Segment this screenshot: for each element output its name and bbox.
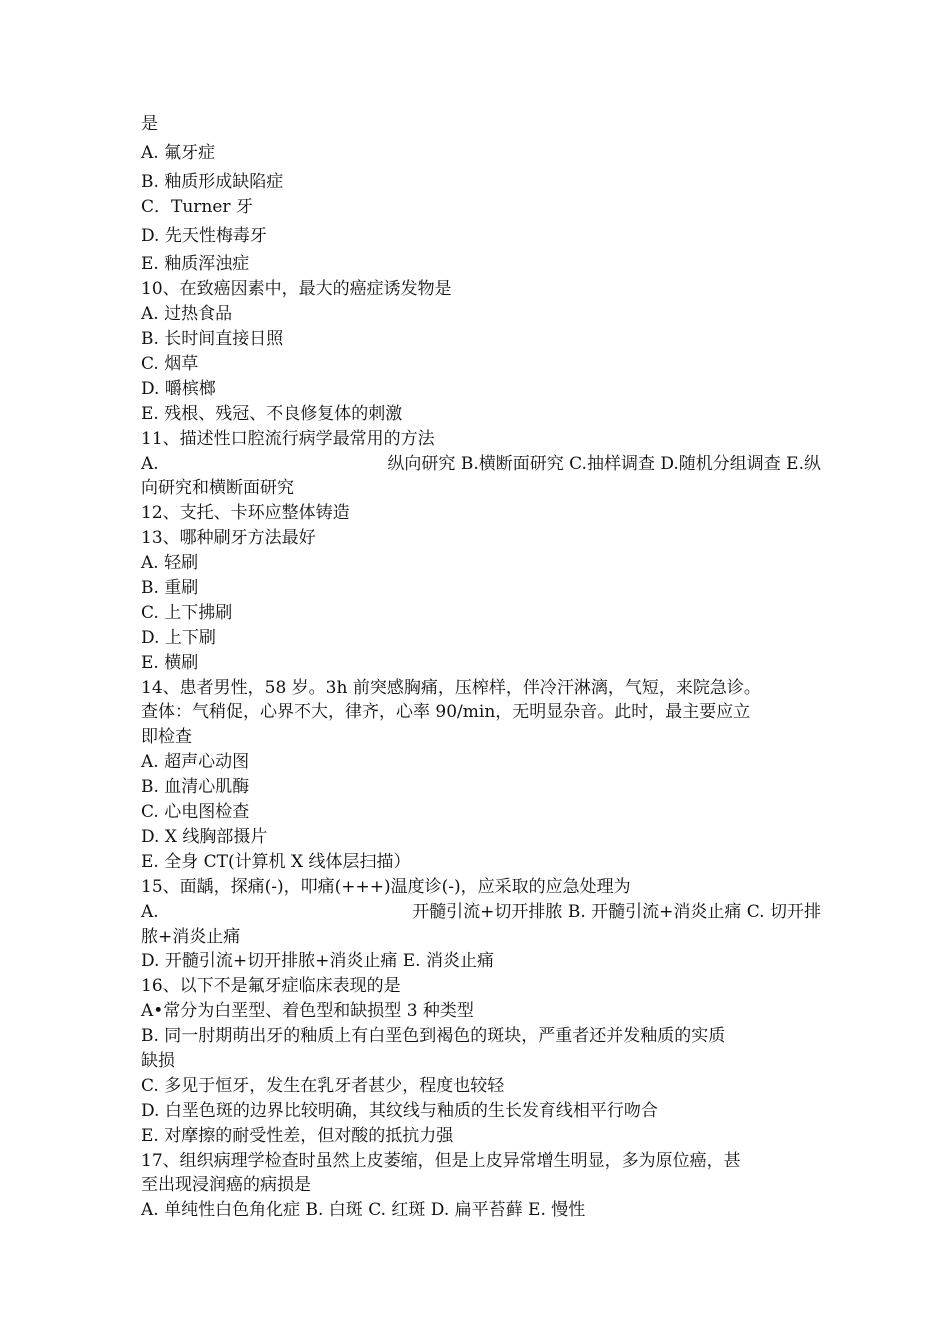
text-line: D. 嚼槟榔 [141,378,216,399]
text-line: B. 血清心肌酶 [141,777,250,798]
option-text: 纵向研究 B.横断面研究 C.抽样调查 D.随机分组调查 E.纵 [387,453,821,474]
text-line: C. 心电图检查 [141,802,250,823]
question-14: 14、患者男性，58 岁。3h 前突感胸痛，压榨样，伴冷汗淋漓，气短，来院急诊。 [141,677,761,698]
text-line: C．Turner 牙 [141,196,253,217]
text-line: C. 多见于恒牙，发生在乳牙者甚少，程度也较轻 [141,1075,505,1096]
text-line: E. 全身 CT(计算机 X 线体层扫描） [141,851,411,872]
text-line: D. 上下刷 [141,627,216,648]
question-12: 12、支托、卡环应整体铸造 [141,503,350,524]
option-lead: A. [141,453,159,474]
text-line: 向研究和横断面研究 [141,478,294,499]
text-line: E. 釉质浑浊症 [141,254,250,275]
text-line: 是 [141,114,158,134]
option-lead: A. [141,901,159,922]
document-body [141,112,821,1223]
question-15-options [141,900,821,925]
question-10: 10、在致癌因素中，最大的癌症诱发物是 [141,279,452,300]
text-line: 脓+消炎止痛 [141,926,241,947]
question-11-options [141,452,821,477]
question-13: 13、哪种刷牙方法最好 [141,528,316,549]
text-line: C. 上下拂刷 [141,602,233,623]
text-line: C. 烟草 [141,354,199,375]
question-17: 17、组织病理学检查时虽然上皮萎缩，但是上皮异常增生明显，多为原位癌，甚 [141,1150,741,1171]
text-line: D. 先天性梅毒牙 [141,225,267,246]
text-line: A. 氟牙症 [141,142,216,163]
text-line: D. X 线胸部摄片 [141,826,268,847]
question-16: 16、以下不是氟牙症临床表现的是 [141,976,401,997]
text-line: B. 同一肘期萌出牙的釉质上有白垩色到褐色的斑块，严重者还并发釉质的实质 [141,1026,726,1047]
text-line: A. 轻刷 [141,553,199,574]
text-line: B. 重刷 [141,578,199,599]
text-line: D. 开髓引流+切开排脓+消炎止痛 E. 消炎止痛 [141,951,494,972]
text-line: 即检查 [141,727,192,748]
text-line: E. 对摩擦的耐受性差，但对酸的抵抗力强 [141,1125,454,1146]
text-line: 缺损 [141,1050,175,1071]
option-text: 开髓引流+切开排脓 B. 开髓引流+消炎止痛 C. 切开排 [412,901,821,922]
text-line: A•常分为白垩型、着色型和缺损型 3 种类型 [141,1001,474,1022]
text-line: 查体：气稍促，心界不大，律齐，心率 90/min，无明显杂音。此时，最主要应立 [141,702,751,723]
text-line: D. 白垩色斑的边界比较明确，其纹线与釉质的生长发育线相平行吻合 [141,1100,658,1121]
text-line: A. 超声心动图 [141,752,250,773]
text-line: B. 釉质形成缺陷症 [141,171,284,192]
text-line: A. 过热食品 [141,304,233,325]
text-line: B. 长时间直接日照 [141,329,284,350]
text-line: E. 横刷 [141,652,199,673]
text-line: A. 单纯性白色角化症 B. 白斑 C. 红斑 D. 扁平苔藓 E. 慢性 [141,1200,586,1221]
text-line: E. 残根、残冠、不良修复体的刺激 [141,403,403,424]
question-11: 11、描述性口腔流行病学最常用的方法 [141,428,435,449]
text-line: 至出现浸润癌的病损是 [141,1175,311,1196]
question-15: 15、面龋，探痛(-)，叩痛(+++)温度诊(-)，应采取的应急处理为 [141,876,631,897]
